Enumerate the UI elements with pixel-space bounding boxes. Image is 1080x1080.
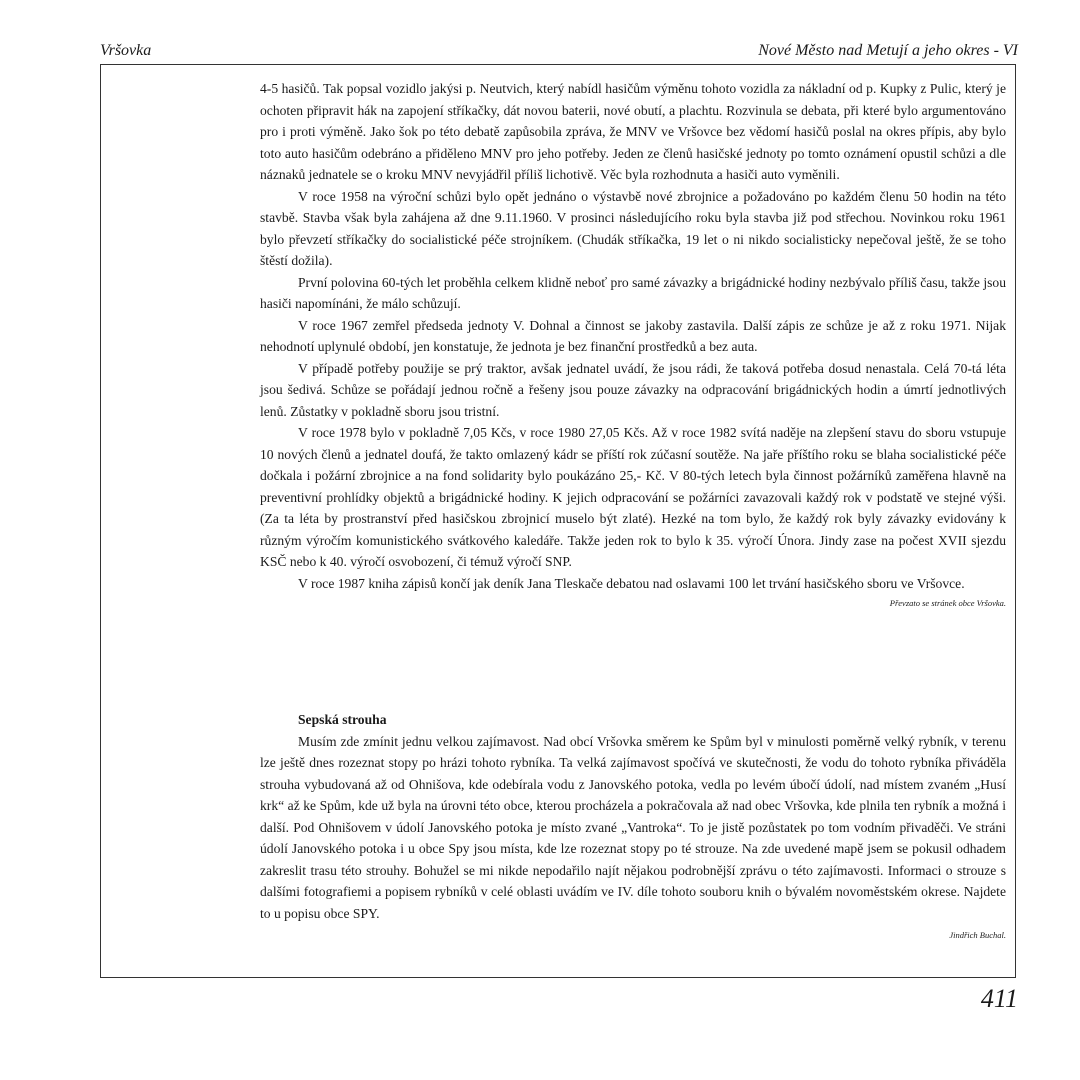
article-paragraph: V případě potřeby použije se prý traktor, avšak jednatel uvádí, že jsou rádi, že taková potřeba dosud nenastala. Celá 70-tá léta jsou šedivá. Schůze se pořádají jednou ročně a řešeny jsou pouze závazky na odpracování brigádnických hodin a úmrtí jednotlivých lenů. Zůstatky v pokladně sboru jsou tristní. — [260, 360, 1006, 419]
author-signature: Jindřich Buchal. — [949, 930, 1006, 940]
section-heading: Sepská strouha — [298, 712, 387, 727]
article-paragraph: V roce 1967 zemřel předseda jednoty V. Dohnal a činnost se jakoby zastavila. Další zápis ze schůze je až z roku 1971. Nijak nehodnotí uplynulé období, jen konstatuje, že jednota je bez finanční prostředků a bez auta. — [260, 317, 1006, 354]
running-header — [100, 36, 1018, 60]
article-paragraph: V roce 1978 bylo v pokladně 7,05 Kčs, v roce 1980 27,05 Kčs. Až v roce 1982 svítá naděje na zlepšení stavu do sboru vstupuje 10 nových členů a jednatel doufá, že takto omlazený kádr se příští rok zúčasní soutěže. Na jaře příštího roku se blaha socialistické péče dočkala i požární zbrojnice a na fond solidarity bylo poukázáno 25,- Kč. V 80-tých letech byla činnost požárníků zaměřena hlavně na preventivní prohlídky objektů a brigádnické hodiny. K jejich odpracování se požárníci zavazovali každý rok v podstatě ve stejné výši. (Za ta léta by prostranství před hasičskou zbrojnicí muselo být zlaté). Hezké na tom bylo, že každý rok byly závazky evidovány k různým výročím komunistického svátkového kaledáře. Takže jeden rok to bylo k 35. výročí Února. Jindy zase na počest XVII sjezdu KSČ nebo k 40. výročí osvobození, či témuž výročí SNP. — [260, 425, 1006, 569]
article-paragraph: První polovina 60-tých let proběhla celkem klidně neboť pro samé závazky a brigádnické hodiny nezbývalo příliš času, takže jsou hasiči napomínáni, že málo schůzují. — [260, 274, 1006, 311]
article-paragraph: V roce 1958 na výroční schůzi bylo opět jednáno o výstavbě nové zbrojnice a požadováno po každém členu 50 hodin na této stavbě. Stavba však byla zahájena až dne 9.11.1960. V prosinci následujícího roku byla stavba již pod střechou. Novinkou roku 1961 bylo převzetí stříkačky do socialistické péče strojníkem. (Chudák stříkačka, 19 let o ni nikdo socialisticky nepečoval ještě, že se toho štěstí dožila). — [260, 188, 1006, 268]
article-paragraph: V roce 1987 kniha zápisů končí jak deník Jana Tleskače debatou nad oslavami 100 let trvání hasičského sboru ve Vršovce. — [298, 575, 965, 591]
header-left-title: Vršovka — [100, 42, 152, 59]
article-body — [260, 78, 1006, 610]
section-sepska-strouha — [260, 709, 1006, 942]
source-note: Převzato se stránek obce Vršovka. — [889, 598, 1006, 608]
section-paragraph: Musím zde zmínit jednu velkou zajímavost. Nad obcí Vršovka směrem ke Spům byl v minulosti poměrně velký rybník, v terenu lze ještě dnes rozeznat stopy po hrázi tohoto rybníka. Ta velká zajímavost spočívá ve skutečnosti, že vodu do tohoto rybníka přiváděla strouha vybudovaná až od Ohnišova, kde odebírala vodu z Janovského potoka, vedla po levém úbočí údolí, nad místem zvaném „Husí krk“ až ke Spům, kde už byla na úrovni této obce, kterou procházela a pokračovala až nad obec Vršovka, kde plnila ten rybník a možná i další. Pod Ohnišovem v údolí Janovského potoka je místo zvané „Vantroka“. To je jistě pozůstatek po tom vodním přivaděči. Ve stráni údolí Janovského potoka i u obce Spy jsou místa, kde lze rozeznat stopy po té strouze. Na zde uvedené mapě jsem se pokusil odhadem zakreslit trasu této strouhy. Bohužel se mi nikde nepodařilo najít nějakou podrobnější zprávu o této zajímavosti. Informaci o strouze s dalšími fotografiemi a popisem rybníků v celé oblasti uvádím ve IV. díle tohoto souboru knih o bývalém novoměstském okrese. Najdete to u popisu obce SPY. — [260, 733, 1006, 921]
article-paragraph: 4-5 hasičů. Tak popsal vozidlo jakýsi p. Neutvich, který nabídl hasičům výměnu tohoto vozidla za nákladní od p. Kupky z Pulic, který je ochoten připravit hák na zapojení stříkačky, dát novou baterii, nové obutí, a plachtu. Rozvinula se debata, při které bylo argumentováno pro i proti výměně. Jako šok po této debatě zapůsobila zpráva, že MNV ve Vršovce bez vědomí hasičů poslal na okres přípis, aby bylo toto auto hasičům odebráno a přiděleno MNV pro jeho potřeby. Jeden ze členů hasičské jednoty po tomto oznámení opustil schůzi a dle náznaků jednatele se o kroku MNV nevyjádřil příliš lichotivě. Věc byla rozhodnuta a hasiči auto vyměnili. — [260, 81, 1006, 182]
page-number: 411 — [980, 984, 1018, 1013]
header-right-title: Nové Město nad Metují a jeho okres - VI — [758, 42, 1018, 59]
